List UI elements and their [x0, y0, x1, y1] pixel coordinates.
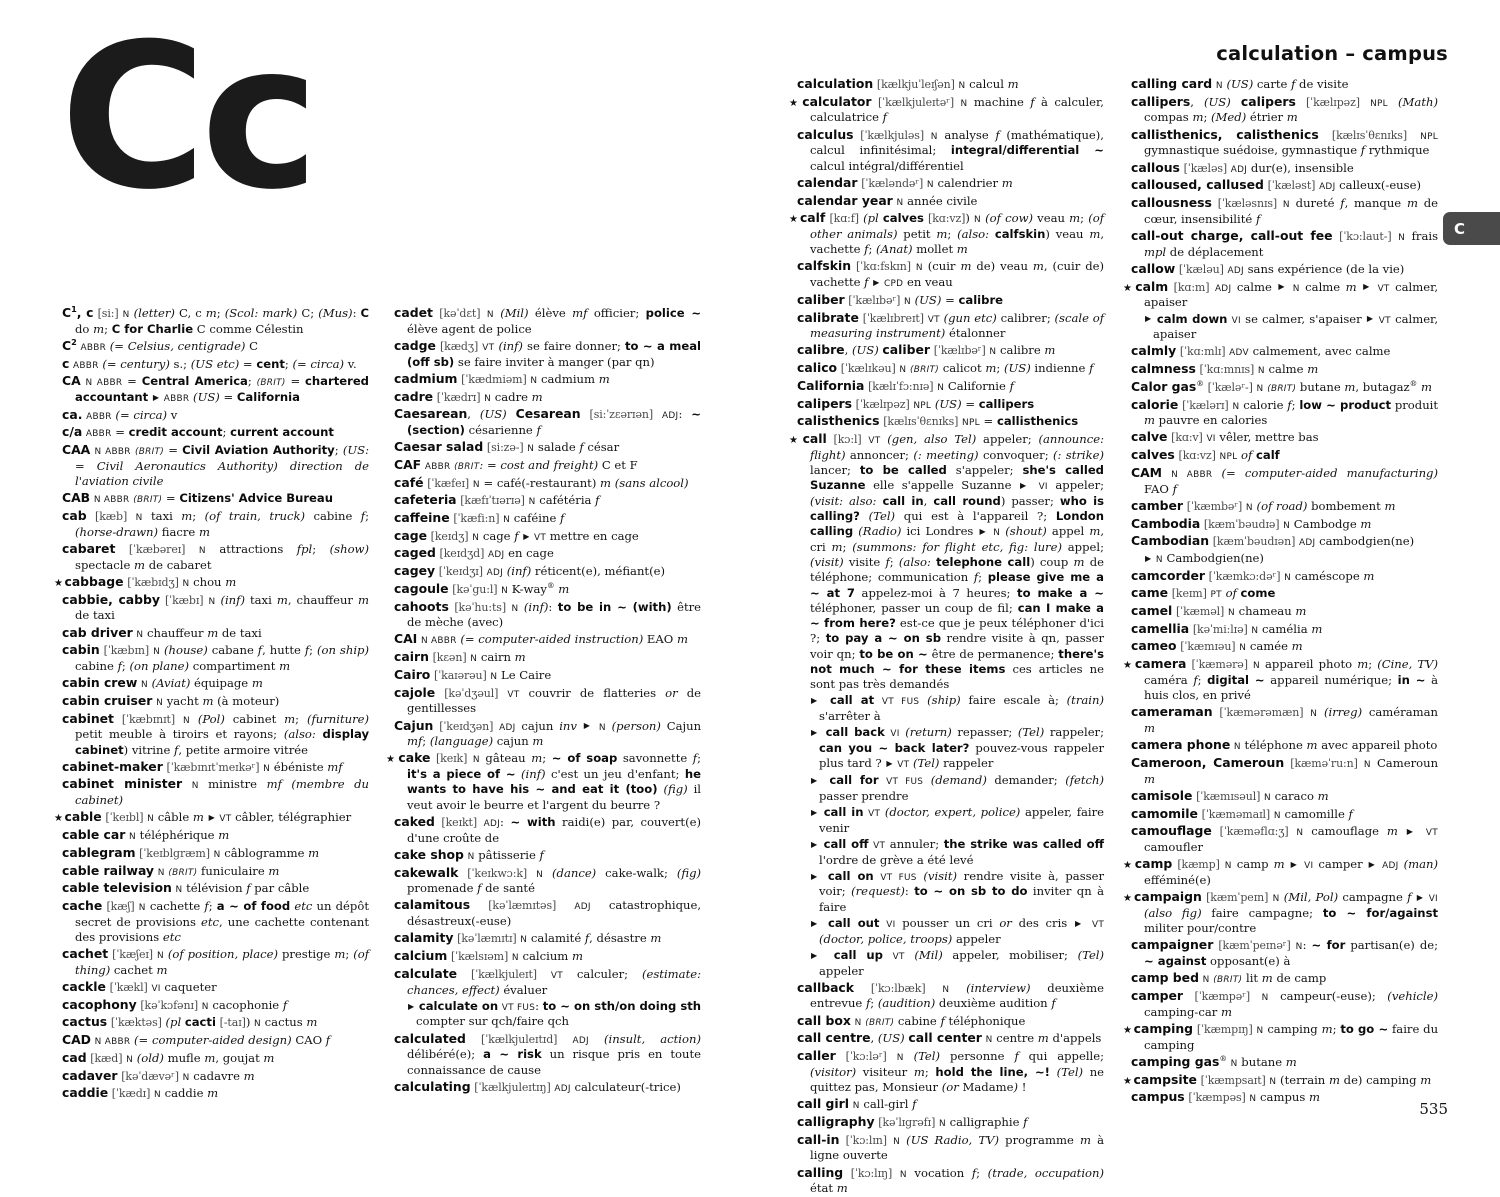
dictionary-entry: calling [ˈkɔ:lɪŋ] N vocation f; (trade, occupation) état m: [797, 1164, 1105, 1196]
dictionary-entry: caffeine [ˈkæfi:n] N caféine f: [394, 510, 565, 526]
dictionary-entry: ca. ABBR (= circa) v: [62, 406, 178, 422]
dictionary-entry: cable television N télévision f par câble: [62, 880, 310, 896]
phrasal-sub-entry: ▶ call back VI (return) repasser; (Tel) rappeler; can you ~ back later? pouvez-vous rappeler plus tard ? ▶ VT (Tel) rappeler: [811, 725, 1104, 771]
dictionary-entry: callisthenics, calisthenics [kælɪsˈθɛnɪks] NPL gymnastique suédoise, gymnastique f rythmique: [1131, 126, 1439, 158]
dictionary-entry: calibrate [ˈkælɪbreɪt] VT (gun etc) calibrer; (scale of measuring instrument) étalonner: [797, 309, 1105, 341]
dictionary-entry: call centre, (US) call center N centre m d'appels: [797, 1030, 1102, 1046]
phrasal-sub-entry: ▶ call up VT (Mil) appeler, mobiliser; (Tel) appeler: [811, 947, 1105, 978]
star-icon: ★: [1123, 1024, 1133, 1036]
dictionary-entry: calipers [ˈkælɪpəz] NPL (US) = callipers: [797, 395, 1035, 411]
star-icon: ★: [1123, 860, 1134, 872]
dictionary-entry: $C^2$ ABBR (= Celsius, centigrade) C: [62, 336, 259, 353]
phrasal-sub-entry: ▶ N Cambodgien(ne): [1145, 550, 1264, 565]
dictionary-entry: camel [ˈkæməl] N chameau m: [1131, 603, 1307, 619]
dictionary-entry: calculated [ˈkælkjuleɪtɪd] ADJ (insult, action) délibéré(e); a ~ risk un risque pris en toute connaissance de cause: [394, 1030, 701, 1077]
dictionary-entry: camera phone N téléphone m avec appareil photo: [1131, 737, 1438, 753]
dictionary-entry: calico [ˈkælɪkəu] N (BRIT) calicot m; (US) indienne f: [797, 360, 1094, 376]
dictionary-entry: cameraman [ˈkæmərəmæn] N (irreg) caméraman m: [1131, 704, 1438, 736]
dictionary-entry: cable railway N (BRIT) funiculaire m: [62, 862, 280, 878]
dictionary-entry: calisthenics [kælɪsˈθɛnɪks] NPL = callisthenics: [797, 413, 1079, 429]
star-icon: ★: [1123, 282, 1134, 294]
dictionary-entry: cab [kæb] N taxi m; (of train, truck) cabine f; (horse-drawn) fiacre m: [62, 508, 369, 539]
phrasal-sub-entry: ▶ call out VI pousser un cri or des cris ▶ VT (doctor, police, troops) appeler: [811, 915, 1105, 946]
dictionary-entry: calves [kɑ:vz] NPL of calf: [1131, 447, 1280, 463]
dictionary-entry: camcorder [ˈkæmkɔ:dəʳ] N caméscope m: [1131, 567, 1375, 583]
star-icon: ★: [1123, 893, 1133, 905]
dictionary-entry: cadre [ˈkædrɪ] N cadre m: [394, 388, 543, 404]
dictionary-entry: cachet [ˈkæʃeɪ] N (of position, place) prestige m; (of thing) cachet m: [62, 946, 369, 977]
dictionary-entry: Cajun [ˈkeɪdʒən] ADJ cajun inv ▶ N (person) Cajun mf; (language) cajun m: [394, 717, 702, 749]
dictionary-entry: cadmium [ˈkædmiəm] N cadmium m: [394, 370, 610, 386]
dictionary-entry: calorie [ˈkælərɪ] N calorie f; low ~ product produit m pauvre en calories: [1131, 396, 1439, 428]
dictionary-entry: cactus [ˈkæktəs] (pl cacti [-taɪ]) N cactus m: [62, 1014, 318, 1030]
dictionary-entry: cab driver N chauffeur m de taxi: [62, 624, 262, 640]
dictionary-entry: cake shop N pâtisserie f: [394, 846, 544, 862]
dictionary-entry: ★ campsite [ˈkæmpsaɪt] N (terrain m de) camping m: [1123, 1071, 1432, 1087]
star-icon: ★: [789, 434, 802, 446]
phrasal-sub-entry: ▶ call off VT annuler; the strike was called off l'ordre de grève a été levé: [811, 836, 1105, 867]
dictionary-entry: calmness [ˈkɑ:mnɪs] N calme m: [1131, 361, 1319, 377]
dictionary-entry: calmly [ˈkɑ:mlɪ] ADV calmement, avec calme: [1131, 343, 1391, 359]
dictionary-entry: cabin [ˈkæbɪn] N (house) cabane f, hutte f; (on ship) cabine f; (on plane) compartiment m: [62, 642, 369, 673]
dictionary-entry: caliber [ˈkælɪbəʳ] N (US) = calibre: [797, 291, 1004, 307]
dictionary-entry: cahoots [kəˈhu:ts] N (inf): to be in ~ (with) être de mèche (avec): [394, 598, 702, 630]
dictionary-entry: CAF ABBR (BRIT: = cost and freight) C et F: [394, 456, 638, 472]
dictionary-entry: camellia [kəˈmi:lɪə] N camélia m: [1131, 620, 1323, 636]
star-icon: ★: [386, 754, 397, 766]
dictionary-entry: Caesar salad [si:zə-] N salade f césar: [394, 439, 620, 455]
dictionary-entry: calculate [ˈkælkjuleɪt] VT calculer; (estimate: chances, effect) évaluer: [394, 965, 702, 997]
thumb-tab-label: C: [1454, 219, 1466, 238]
dictionary-entry: campus [ˈkæmpəs] N campus m: [1131, 1089, 1320, 1105]
dictionary-entry: callous [ˈkæləs] ADJ dur(e), insensible: [1131, 159, 1354, 175]
phrasal-sub-entry: ▶ calculate on VT FUS: to ~ on sth/on doing sth compter sur qch/faire qch: [408, 998, 702, 1029]
dictionary-entry: cackle [ˈkækl] VI caqueter: [62, 979, 217, 995]
page-number: 535: [1419, 1100, 1448, 1118]
star-icon: ★: [1123, 1075, 1132, 1087]
dictionary-entry: callousness [ˈkæləsnɪs] N dureté f, manque m de cœur, insensibilité f: [1131, 194, 1439, 226]
dictionary-entry: call-out charge, call-out fee [ˈkɔ:laut-] N frais mpl de déplacement: [1131, 227, 1439, 259]
dictionary-entry: cabinet-maker [ˈkæbɪnɪtˈmeɪkəʳ] N ébéniste mf: [62, 758, 343, 774]
dictionary-entry: cable car N téléphérique m: [62, 827, 230, 843]
dictionary-entry: calamity [kəˈlæmɪtɪ] N calamité f, désastre m: [394, 930, 662, 946]
dictionary-column-1: [54, 303, 370, 1101]
dictionary-entry: call-in [ˈkɔ:lɪn] N (US Radio, TV) programme m à ligne ouverte: [797, 1131, 1104, 1163]
dictionary-entry: cad [kæd] N (old) mufle m, goujat m: [62, 1049, 275, 1065]
dictionary-entry: CA N ABBR = Central America; (BRIT) = chartered accountant ▶ ABBR (US) = California: [62, 373, 369, 405]
dictionary-entry: caddie [ˈkædɪ] N caddie m: [62, 1085, 219, 1101]
thumb-index-tab-c[interactable]: [1443, 212, 1500, 245]
phrasal-sub-entry: ▶ call on VT FUS (visit) rendre visite à, passer voir; (request): to ~ on sb to do inviter qn à faire: [811, 868, 1105, 914]
dictionary-entry: camisole [ˈkæmɪsəul] N caraco m: [1131, 787, 1329, 803]
dictionary-entry: Cambodian [kæmˈbəudɪən] ADJ cambodgien(ne): [1131, 533, 1415, 549]
dictionary-entry: CAB N ABBR (BRIT) = Citizens' Advice Bureau: [62, 490, 334, 506]
dictionary-entry: cagey [ˈkeɪdʒɪ] ADJ (inf) réticent(e), méfiant(e): [394, 563, 665, 579]
dictionary-entry: cacophony [kəˈkɔfənɪ] N cacophonie f: [62, 996, 288, 1012]
dictionary-entry: cairn [kɛən] N cairn m: [394, 649, 526, 665]
dictionary-entry: CAM N ABBR (= computer-aided manufacturing) FAO f: [1131, 464, 1438, 496]
dictionary-entry: calloused, callused [ˈkæləst] ADJ calleux(-euse): [1131, 177, 1421, 193]
letter-heading-cc: Cc: [60, 1, 314, 234]
dictionary-entry: calendar [ˈkæləndəʳ] N calendrier m: [797, 174, 1013, 190]
dictionary-entry: cache [kæʃ] N cachette f; a ~ of food etc un dépôt secret de provisions etc, une cachette contenant des provisions etc: [62, 897, 369, 944]
dictionary-entry: calendar year N année civile: [797, 192, 978, 208]
dictionary-entry: ★ cake [keɪk] N gâteau m; ~ of soap savonnette f; it's a piece of ~ (inf) c'est un jeu d'enfant; he wants to have his ~ and eat it (too) (fig) il veut avoir le beurre et l'argent du beurre ?: [386, 750, 702, 812]
dictionary-entry: ★ calf [kɑ:f] (pl calves [kɑ:vz]) N (of cow) veau m; (of other animals) petit m; (also: calfskin) veau m, vachette f; (Anat) mollet m: [789, 210, 1105, 257]
star-icon: ★: [54, 577, 63, 589]
dictionary-entry: ★ call [kɔ:l] VT (gen, also Tel) appeler; (announce: flight) annoncer; (: meeting) convoquer; (: strike) lancer; to be called s'appeler; she's called Suzanne elle s'appelle Suzanne ▶ VI appeler; (visit: also: call in, call round) passer; who is calling? (Tel) qui est à l'appareil ?; London calling (Radio) ici Londres ▶ N (shout) appel m, cri m; (summons: for flight etc, fig: lure) appel; (visit) visite f; (also: telephone call) coup m de téléphone; communication f; please give me a ~ at 7 appelez-moi à 7 heures; to make a ~ téléphoner, passer un coup de fil; can I make a ~ from here? est-ce que je peux téléphoner d'ici ?; to pay a ~ on sb rendre visite à qn, passer voir qn; to be on ~ être de permanence; there's not much ~ for these items ces articles ne sont pas très demandés: [789, 430, 1105, 692]
dictionary-entry: camber [ˈkæmbəʳ] N (of road) bombement m: [1131, 497, 1396, 513]
dictionary-entry: came [keɪm] PT of come: [1131, 585, 1276, 601]
dictionary-entry: calibre, (US) caliber [ˈkælɪbəʳ] N calibre m: [797, 342, 1056, 358]
dictionary-entry: cakewalk [ˈkeɪkwɔ:k] N (dance) cake-walk; (fig) promenade f de santé: [394, 864, 702, 896]
dictionary-entry: callow [ˈkæləu] ADJ sans expérience (de la vie): [1131, 260, 1405, 276]
dictionary-entry: ★ calculator [ˈkælkjuleɪtəʳ] N machine f à calculer, calculatrice f: [789, 93, 1104, 125]
dictionary-entry: call box N (BRIT) cabine f téléphonique: [797, 1012, 1026, 1028]
dictionary-entry: Cameroon, Cameroun [kæməˈru:n] N Cameroun m: [1131, 754, 1439, 786]
dictionary-entry: cabaret [ˈkæbəreɪ] N attractions fpl; (show) spectacle m de cabaret: [62, 540, 369, 572]
dictionary-entry: calculus [ˈkælkjuləs] N analyse f (mathématique), calcul infinitésimal; integral/differential ~ calcul intégral/différentiel: [797, 126, 1104, 173]
dictionary-entry: calamitous [kəˈlæmɪtəs] ADJ catastrophique, désastreux(-euse): [394, 897, 702, 929]
dictionary-entry: Calor gas® [ˈkæləʳ-] N (BRIT) butane m, butagaz® m: [1131, 378, 1432, 394]
running-head: calculation – campus: [1216, 42, 1448, 65]
dictionary-entry: cabbie, cabby [ˈkæbɪ] N (inf) taxi m, chauffeur m de taxi: [62, 591, 369, 623]
dictionary-entry: $C^1$, c [si:] N (letter) C, c m; (Scol: mark) C; (Mus): C do m; C for Charlie C comme Célestin: [62, 303, 370, 336]
star-icon: ★: [789, 97, 801, 109]
star-icon: ★: [54, 813, 63, 825]
dictionary-entry: Cairo [ˈkaɪərəu] N Le Caire: [394, 666, 552, 682]
dictionary-entry: CAA N ABBR (BRIT) = Civil Aviation Authority; (US: = Civil Aeronautics Authority) direction de l'aviation civile: [62, 442, 370, 489]
dictionary-entry: caged [keɪdʒd] ADJ en cage: [394, 545, 554, 561]
dictionary-entry: ★ camping [ˈkæmpɪŋ] N camping m; to go ~ faire du camping: [1123, 1020, 1439, 1052]
dictionary-entry: camomile [ˈkæməmaɪl] N camomille f: [1131, 805, 1353, 821]
dictionary-entry: calfskin [ˈkɑ:fskɪn] N (cuir m de) veau m, (cuir de) vachette f ▶ CPD en veau: [797, 258, 1105, 290]
dictionary-entry: ★ calm [kɑ:m] ADJ calme ▶ N calme m ▶ VT calmer, apaiser: [1123, 278, 1439, 310]
dictionary-entry: ★ campaign [kæmˈpeɪn] N (Mil, Pol) campagne f ▶ VI (also fig) faire campagne; to ~ for/against militer pour/contre: [1123, 889, 1439, 936]
star-icon: ★: [789, 214, 799, 226]
dictionary-entry: cabin cruiser N yacht m (à moteur): [62, 692, 280, 708]
dictionary-entry: Caesarean, (US) Cesarean [si:ˈzɛərɪən] ADJ: ~ (section) césarienne f: [394, 406, 701, 437]
dictionary-entry: cablegram [ˈkeɪblgræm] N câblogramme m: [62, 844, 320, 860]
dictionary-entry: callback [ˈkɔ:lbæk] N (interview) deuxième entrevue f; (audition) deuxième audition f: [797, 979, 1104, 1011]
dictionary-entry: ★ camera [ˈkæmərə] N appareil photo m; (Cine, TV) caméra f; digital ~ appareil numérique; in ~ à huis clos, en privé: [1123, 656, 1439, 703]
dictionary-entry: cabinet minister N ministre mf (membre du cabinet): [62, 776, 370, 808]
dictionary-entry: CAD N ABBR (= computer-aided design) CAO f: [62, 1032, 331, 1048]
dictionary-entry: camouflage [ˈkæməflɑ:ʒ] N camouflage m ▶ VT camoufler: [1131, 823, 1438, 855]
dictionary-entry: cadaver [kəˈdævəʳ] N cadavre m: [62, 1067, 255, 1083]
dictionary-entry: Cambodia [kæmˈbəudɪə] N Cambodge m: [1131, 515, 1372, 531]
dictionary-entry: calculating [ˈkælkjuleɪtɪŋ] ADJ calculateur(-trice): [394, 1078, 681, 1094]
dictionary-column-3: [789, 76, 1105, 1196]
dictionary-entry: calve [kɑ:v] VI vêler, mettre bas: [1131, 429, 1319, 445]
dictionary-entry: caked [keɪkt] ADJ: ~ with raidi(e) par, couvert(e) d'une croûte de: [394, 813, 701, 845]
dictionary-column-2: [386, 305, 702, 1095]
dictionary-entry: cabinet [ˈkæbɪnɪt] N (Pol) cabinet m; (furniture) petit meuble à tiroirs et rayons; (also: display cabinet) vitrine f, petite armoire vitrée: [62, 710, 370, 757]
dictionary-entry: caller [ˈkɔ:ləʳ] N (Tel) personne f qui appelle; (visitor) visiteur m; hold the line, ~! (Tel) ne quittez pas, Monsieur (or Madame) !: [797, 1048, 1105, 1095]
dictionary-entry: cameo [ˈkæmɪəu] N camée m: [1131, 638, 1303, 654]
dictionary-entry: calling card N (US) carte f de visite: [1131, 76, 1349, 91]
star-icon: ★: [1123, 660, 1134, 672]
dictionary-entry: ★ cabbage [ˈkæbɪdʒ] N chou m: [54, 573, 237, 589]
dictionary-entry: cafeteria [kæfɪˈtɪərɪə] N cafétéria f: [394, 492, 600, 508]
dictionary-entry: ★ camp [kæmp] N camp m ▶ VI camper ▶ ADJ (man) efféminé(e): [1123, 856, 1439, 887]
phrasal-sub-entry: ▶ call at VT FUS (ship) faire escale à; (train) s'arrêter à: [811, 693, 1104, 724]
phrasal-sub-entry: ▶ call for VT FUS (demand) demander; (fetch) passer prendre: [811, 772, 1105, 803]
dictionary-entry: California [kælɪˈfɔ:nɪə] N Californie f: [797, 377, 1014, 393]
dictionary-entry: callipers, (US) calipers [ˈkælɪpəz] NPL (Math) compas m; (Med) étrier m: [1131, 93, 1438, 125]
dictionary-entry: cabin crew N (Aviat) équipage m: [62, 675, 263, 691]
dictionary-entry: cadet [kəˈdɛt] N (Mil) élève mf officier; police ~ élève agent de police: [394, 305, 702, 336]
dictionary-entry: cadge [kædʒ] VT (inf) se faire donner; to ~ a meal (off sb) se faire inviter à manger (par qn): [394, 337, 702, 369]
dictionary-entry: camper [ˈkæmpəʳ] N campeur(-euse); (vehicle) camping-car m: [1131, 988, 1438, 1019]
phrasal-sub-entry: ▶ call in VT (doctor, expert, police) appeler, faire venir: [811, 804, 1105, 835]
dictionary-entry: call girl N call-girl f: [797, 1096, 917, 1112]
dictionary-entry: café [ˈkæfeɪ] N = café(-restaurant) m (sans alcool): [394, 474, 689, 490]
dictionary-entry: calligraphy [kəˈlɪgrəfɪ] N calligraphie f: [797, 1114, 1028, 1129]
dictionary-entry: c ABBR (= century) s.; (US etc) = cent; (= circa) v.: [62, 355, 357, 371]
phrasal-sub-entry: ▶ calm down VI se calmer, s'apaiser ▶ VT calmer, apaiser: [1145, 311, 1439, 342]
dictionary-entry: calculation [kælkjuˈleɪʃən] N calcul m: [797, 76, 1019, 91]
dictionary-entry: calcium [ˈkælsɪəm] N calcium m: [394, 948, 583, 964]
dictionary-entry: ★ cable [ˈkeɪbl] N câble m ▶ VT câbler, télégraphier: [54, 809, 352, 825]
dictionary-entry: cage [keɪdʒ] N cage f ▶ VT mettre en cage: [394, 527, 639, 543]
dictionary-entry: cagoule [kəˈgu:l] N K-way® m: [394, 580, 570, 596]
dictionary-entry: camp bed N (BRIT) lit m de camp: [1131, 970, 1327, 986]
dictionary-entry: cajole [kəˈdʒəul] VT couvrir de flatteries or de gentillesses: [394, 684, 702, 716]
dictionary-column-4: [1123, 76, 1439, 1105]
dictionary-entry: CAI N ABBR (= computer-aided instruction) EAO m: [394, 631, 688, 647]
dictionary-entry: campaigner [kæmˈpeɪnəʳ] N: ~ for partisan(e) de; ~ against opposant(e) à: [1131, 937, 1439, 969]
dictionary-entry: camping gas® N butane m: [1131, 1053, 1297, 1069]
dictionary-entry: c/a ABBR = credit account; current account: [62, 424, 334, 440]
